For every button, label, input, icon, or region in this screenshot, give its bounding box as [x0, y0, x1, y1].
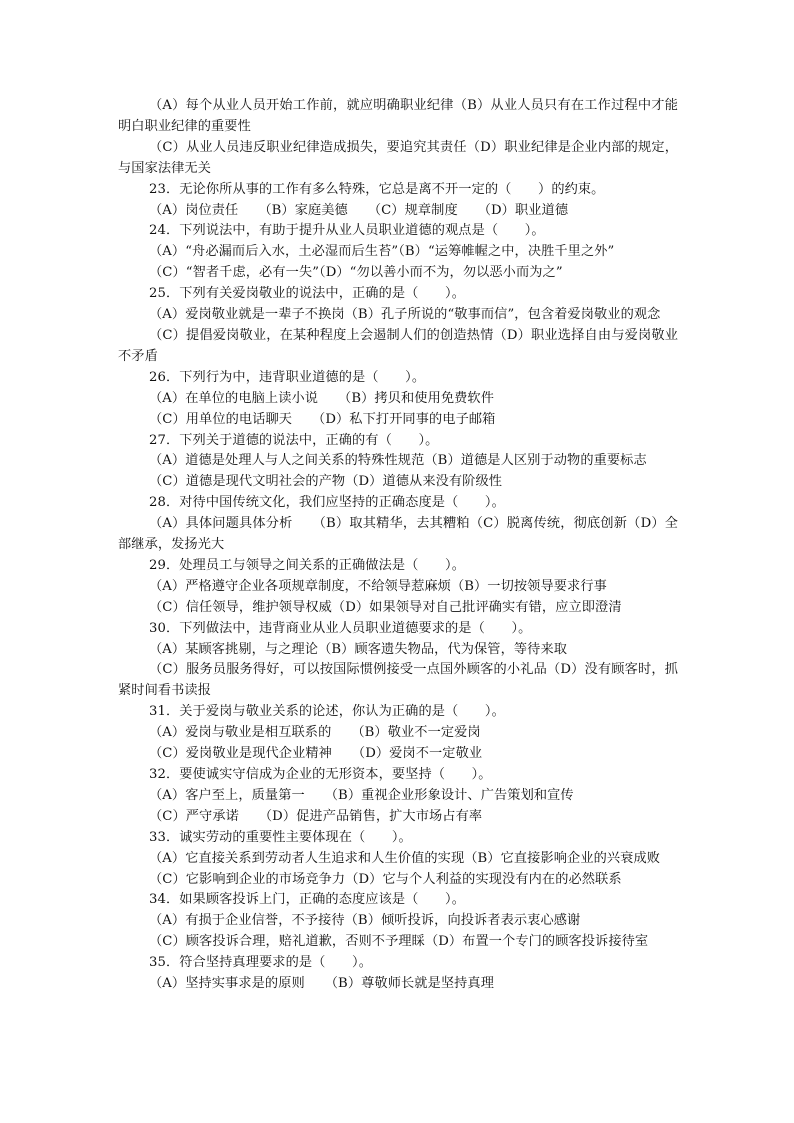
- text-line: （A）道德是处理人与人之间关系的特殊性规范（B）道德是人区别于动物的重要标志: [149, 453, 647, 469]
- text-line: （C）道德是现代文明社会的产物（D）道德从来没有阶级性: [149, 474, 503, 490]
- question-list: [118, 96, 678, 995]
- text-line: （A）具体问题具体分析 （B）取其精华，去其糟粕（C）脱离传统，彻底创新（D）全部继承，发扬光大: [118, 516, 678, 553]
- text-line: （C）用单位的电话聊天 （D）私下打开同事的电子邮箱: [149, 411, 496, 427]
- text-line: 26．下列行为中，违背职业道德的是（ ）。: [149, 369, 426, 385]
- text-line: 35．符合坚持真理要求的是（ ）。: [149, 955, 372, 971]
- text-line: （C）提倡爱岗敬业，在某种程度上会遏制人们的创造热情（D）职业选择自由与爱岗敬业不矛盾: [118, 327, 678, 364]
- text-line: （A）每个从业人员开始工作前，就应明确职业纪律（B）从业人员只有在工作过程中才能明白职业纪律的重要性: [118, 98, 678, 134]
- text-line: （A）有损于企业信誉，不予接待（B）倾听投诉，向投诉者表示衷心感谢: [149, 913, 581, 929]
- text-line: （A）某顾客挑剔，与之理论（B）顾客遗失物品，代为保管，等待来取: [149, 641, 568, 657]
- text-line: 24．下列说法中，有助于提升从业人员职业道德的观点是（ ）。: [149, 223, 545, 239]
- text-line: （C）从业人员违反职业纪律造成损失，要追究其责任（D）职业纪律是企业内部的规定，与国家法律无关: [118, 139, 678, 176]
- text-line: 34．如果顾客投诉上门，正确的态度应该是（ ）。: [149, 892, 465, 908]
- text-line: （C）它影响到企业的市场竞争力（D）它与个人利益的实现没有内在的必然联系: [149, 871, 622, 887]
- text-line: （C）服务员服务得好，可以按国际惯例接受一点国外顾客的小礼品（D）没有顾客时，抓紧时间看书读报: [118, 662, 678, 699]
- text-line: （C）“智者千虑，必有一失”（D）“勿以善小而不为，勿以恶小而为之”: [149, 265, 563, 281]
- text-line: 31．关于爱岗与敬业关系的论述，你认为正确的是（ ）。: [149, 704, 505, 720]
- text-line: （A）严格遵守企业各项规章制度，不给领导惹麻烦（B）一切按领导要求行事: [149, 578, 607, 594]
- text-line: （A）坚持实事求是的原则 （B）尊敬师长就是坚持真理: [149, 976, 494, 992]
- text-line: 30．下列做法中，违背商业从业人员职业道德要求的是（ ）。: [149, 620, 532, 636]
- text-line: （A）客户至上，质量第一 （B）重视企业形象设计、广告策划和宣传: [149, 787, 574, 803]
- text-line: 32．要使诚实守信成为企业的无形资本，要坚持（ ）。: [149, 767, 492, 782]
- text-line: 27．下列关于道德的说法中，正确的有（ ）。: [149, 432, 439, 448]
- text-line: （A）在单位的电脑上读小说 （B）拷贝和使用免费软件: [149, 390, 494, 406]
- text-line: （C）顾客投诉合理，赔礼道歉，否则不予理睬（D）布置一个专门的顾客投诉接待室: [149, 934, 649, 950]
- text-line: （C）信任领导，维护领导权威（D）如果领导对自己批评确实有错，应立即澄清: [149, 599, 622, 615]
- text-line: （A）它直接关系到劳动者人生追求和人生价值的实现（B）它直接影响企业的兴衰成败: [149, 850, 661, 866]
- text-line: （C）严守承诺 （D）促进产品销售，扩大市场占有率: [149, 808, 483, 824]
- text-line: （A）爱岗敬业就是一辈子不换岗（B）孔子所说的“敬事而信”，包含着爱岗敬业的观念: [149, 307, 661, 323]
- text-line: （C）爱岗敬业是现代企业精神 （D）爱岗不一定敬业: [149, 746, 483, 762]
- text-line: 25．下列有关爱岗敬业的说法中，正确的是（ ）。: [149, 286, 465, 302]
- text-line: （A）“舟必漏而后入水，土必湿而后生苔”（B）“运筹帷幄之中，决胜千里之外”: [149, 244, 615, 260]
- text-line: 33．诚实劳动的重要性主要体现在（ ）。: [149, 829, 412, 845]
- text-line: 23．无论你所从事的工作有多么特殊，它总是离不开一定的（ ）的约束。: [149, 181, 605, 197]
- text-line: 28．对待中国传统文化，我们应坚持的正确态度是（ ）。: [149, 495, 505, 511]
- text-line: 29．处理员工与领导之间关系的正确做法是（ ）。: [149, 557, 465, 573]
- text-line: （A）爱岗与敬业是相互联系的 （B）敬业不一定爱岗: [149, 725, 481, 741]
- text-line: （A）岗位责任 （B）家庭美德 （C）规章制度 （D）职业道德: [149, 202, 569, 218]
